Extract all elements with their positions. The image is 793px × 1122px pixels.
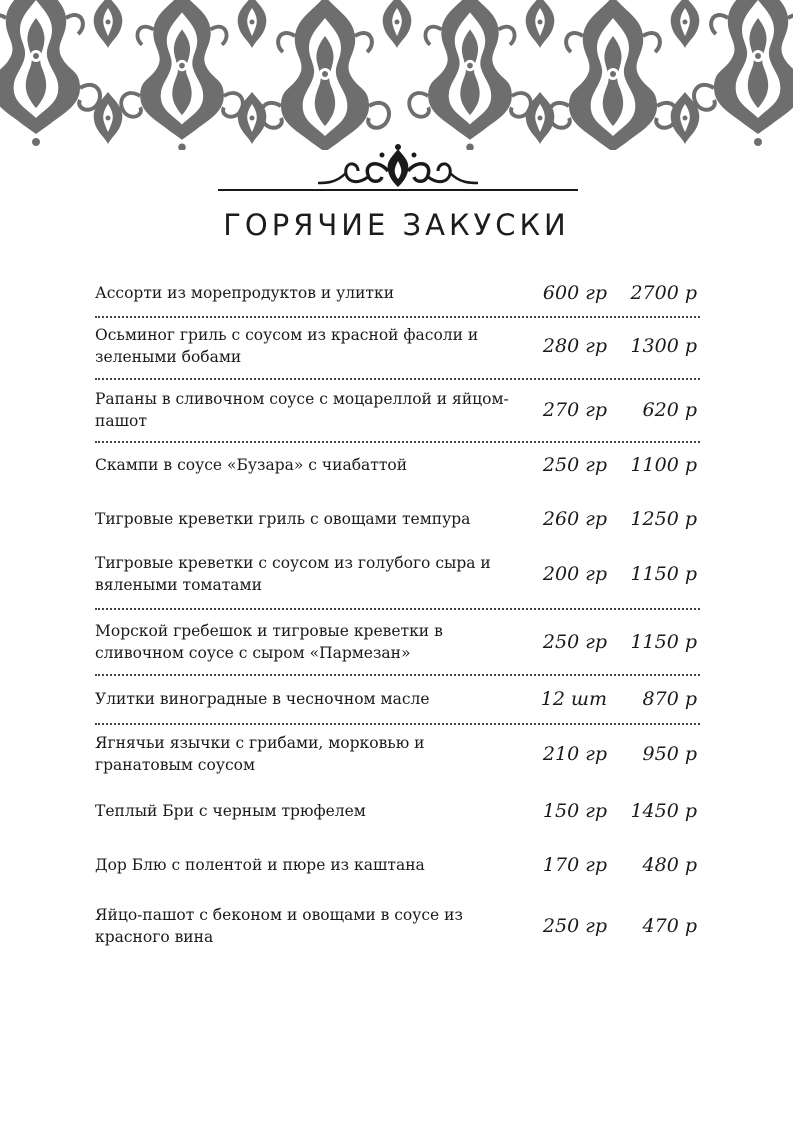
menu-item <box>95 904 700 948</box>
row-separator <box>95 826 700 850</box>
menu-item-weight: 210 гр <box>542 743 607 765</box>
menu-item-weight: 170 гр <box>542 854 607 876</box>
menu-item <box>95 850 700 880</box>
menu-item-name: Ассорти из морепродуктов и улитки <box>95 284 395 302</box>
menu-item-name: Рапаны в сливочном соусе с моцареллой и яйцом-пашот <box>95 390 509 430</box>
menu-item <box>95 552 700 596</box>
menu-item-weight: 270 гр <box>542 399 607 421</box>
menu-item-name: Тигровые креветки гриль с овощами темпура <box>95 510 471 528</box>
menu-item-price: 480 р <box>642 854 697 876</box>
menu-list <box>95 278 700 948</box>
menu-item <box>95 732 700 776</box>
section-title: ГОРЯЧИЕ ЗАКУСКИ <box>223 208 570 242</box>
menu-item-price: 1150 р <box>630 563 697 585</box>
menu-item-price: 950 р <box>642 743 697 765</box>
menu-item-weight: 12 шт <box>540 688 607 710</box>
menu-item <box>95 324 700 368</box>
menu-item-weight: 600 гр <box>542 282 607 304</box>
menu-item <box>95 450 700 480</box>
dotted-leader-line <box>95 316 700 318</box>
menu-item-weight: 280 гр <box>542 335 607 357</box>
menu-item-price: 620 р <box>642 399 697 421</box>
menu-item-name: Морской гребешок и тигровые креветки в сливочном соусе с сыром «Пармезан» <box>95 622 443 662</box>
menu-item <box>95 684 700 714</box>
menu-item-price: 1150 р <box>630 631 697 653</box>
row-separator <box>95 480 700 504</box>
menu-item-name: Тигровые креветки с соусом из голубого сыра и вялеными томатами <box>95 554 491 594</box>
row-separator <box>95 432 700 450</box>
row-separator <box>95 596 700 620</box>
menu-item-name: Осьминог гриль с соусом из красной фасоли и зелеными бобами <box>95 326 479 366</box>
menu-item-price: 2700 р <box>630 282 697 304</box>
menu-item-name: Улитки виноградные в чесночном масле <box>95 690 430 708</box>
menu-item-weight: 250 гр <box>542 631 607 653</box>
row-separator <box>95 368 700 388</box>
menu-item-name: Скампи в соусе «Бузара» с чиабаттой <box>95 456 408 474</box>
menu-item-weight: 150 гр <box>542 800 607 822</box>
row-separator <box>95 664 700 684</box>
menu-item <box>95 388 700 432</box>
menu-item-weight: 250 гр <box>542 454 607 476</box>
ornamental-divider <box>218 143 578 193</box>
menu-item-weight: 250 гр <box>542 915 607 937</box>
dotted-leader-line <box>95 441 700 443</box>
menu-item-name: Дор Блю с полентой и пюре из каштана <box>95 856 425 874</box>
row-separator <box>95 714 700 732</box>
menu-item-weight: 260 гр <box>542 508 607 530</box>
menu-item <box>95 620 700 664</box>
row-separator <box>95 308 700 324</box>
menu-item <box>95 504 700 534</box>
dotted-leader-line <box>95 608 700 610</box>
menu-item-price: 470 р <box>642 915 697 937</box>
menu-item <box>95 278 700 308</box>
menu-item-price: 1250 р <box>630 508 697 530</box>
row-separator <box>95 534 700 552</box>
menu-item-name: Теплый Бри с черным трюфелем <box>95 802 366 820</box>
menu-item-weight: 200 гр <box>542 563 607 585</box>
damask-pattern-header <box>0 0 793 150</box>
menu-item-name: Ягнячьи язычки с грибами, морковью и гранатовым соусом <box>95 734 425 774</box>
dotted-leader-line <box>95 674 700 676</box>
menu-item-name: Яйцо-пашот с беконом и овощами в соусе из красного вина <box>95 906 463 946</box>
dotted-leader-line <box>95 378 700 380</box>
row-separator <box>95 776 700 796</box>
menu-item-price: 1300 р <box>630 335 697 357</box>
menu-item-price: 1100 р <box>630 454 697 476</box>
menu-item-price: 870 р <box>642 688 697 710</box>
row-separator <box>95 880 700 904</box>
menu-item <box>95 796 700 826</box>
dotted-leader-line <box>95 723 700 725</box>
menu-item-price: 1450 р <box>630 800 697 822</box>
